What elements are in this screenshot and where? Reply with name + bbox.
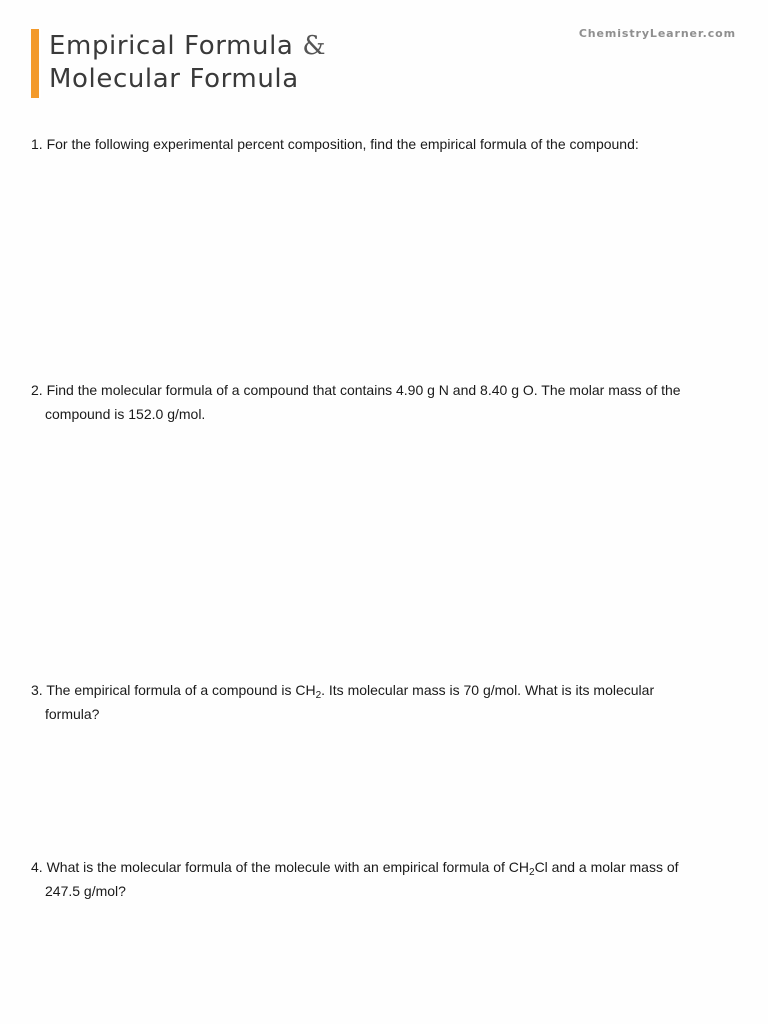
page-title: [49, 30, 326, 96]
title-ampersand: &: [302, 31, 327, 61]
question-text: Find the molecular formula of a compound that contains 4.90 g N and 8.40 g O. The molar mass of the: [46, 382, 681, 398]
question-text-pre: The empirical formula of a compound is CH: [46, 682, 316, 698]
question-3: [31, 678, 731, 726]
title-line-2: Molecular Formula: [49, 64, 299, 94]
question-text-post: Cl and a molar mass of: [534, 859, 679, 875]
question-text-continued: compound is 152.0 g/mol.: [45, 406, 206, 422]
question-text-post: . Its molecular mass is 70 g/mol. What is its molecular: [321, 682, 655, 698]
question-text: [46, 682, 655, 701]
question-1: [31, 132, 731, 156]
question-number: 3.: [31, 682, 43, 698]
formula-subscript: 2: [315, 690, 322, 701]
brand-label: ChemistryLearner.com: [578, 27, 736, 40]
question-4: [31, 855, 731, 903]
question-number: 4.: [31, 859, 43, 875]
question-text-pre: What is the molecular formula of the molecule with an empirical formula of CH: [46, 859, 529, 875]
title-accent-bar: [31, 29, 39, 98]
question-number: 2.: [31, 382, 43, 398]
question-text-continued: 247.5 g/mol?: [45, 883, 126, 899]
question-text: For the following experimental percent composition, find the empirical formula of the compound:: [46, 136, 639, 152]
title-accent-divider: [39, 29, 41, 98]
question-2: [31, 378, 731, 426]
title-line-1: Empirical Formula: [49, 31, 294, 61]
question-text-continued: formula?: [45, 706, 100, 722]
formula-subscript: 2: [529, 867, 535, 878]
question-text: [46, 859, 679, 878]
question-number: 1.: [31, 136, 43, 152]
